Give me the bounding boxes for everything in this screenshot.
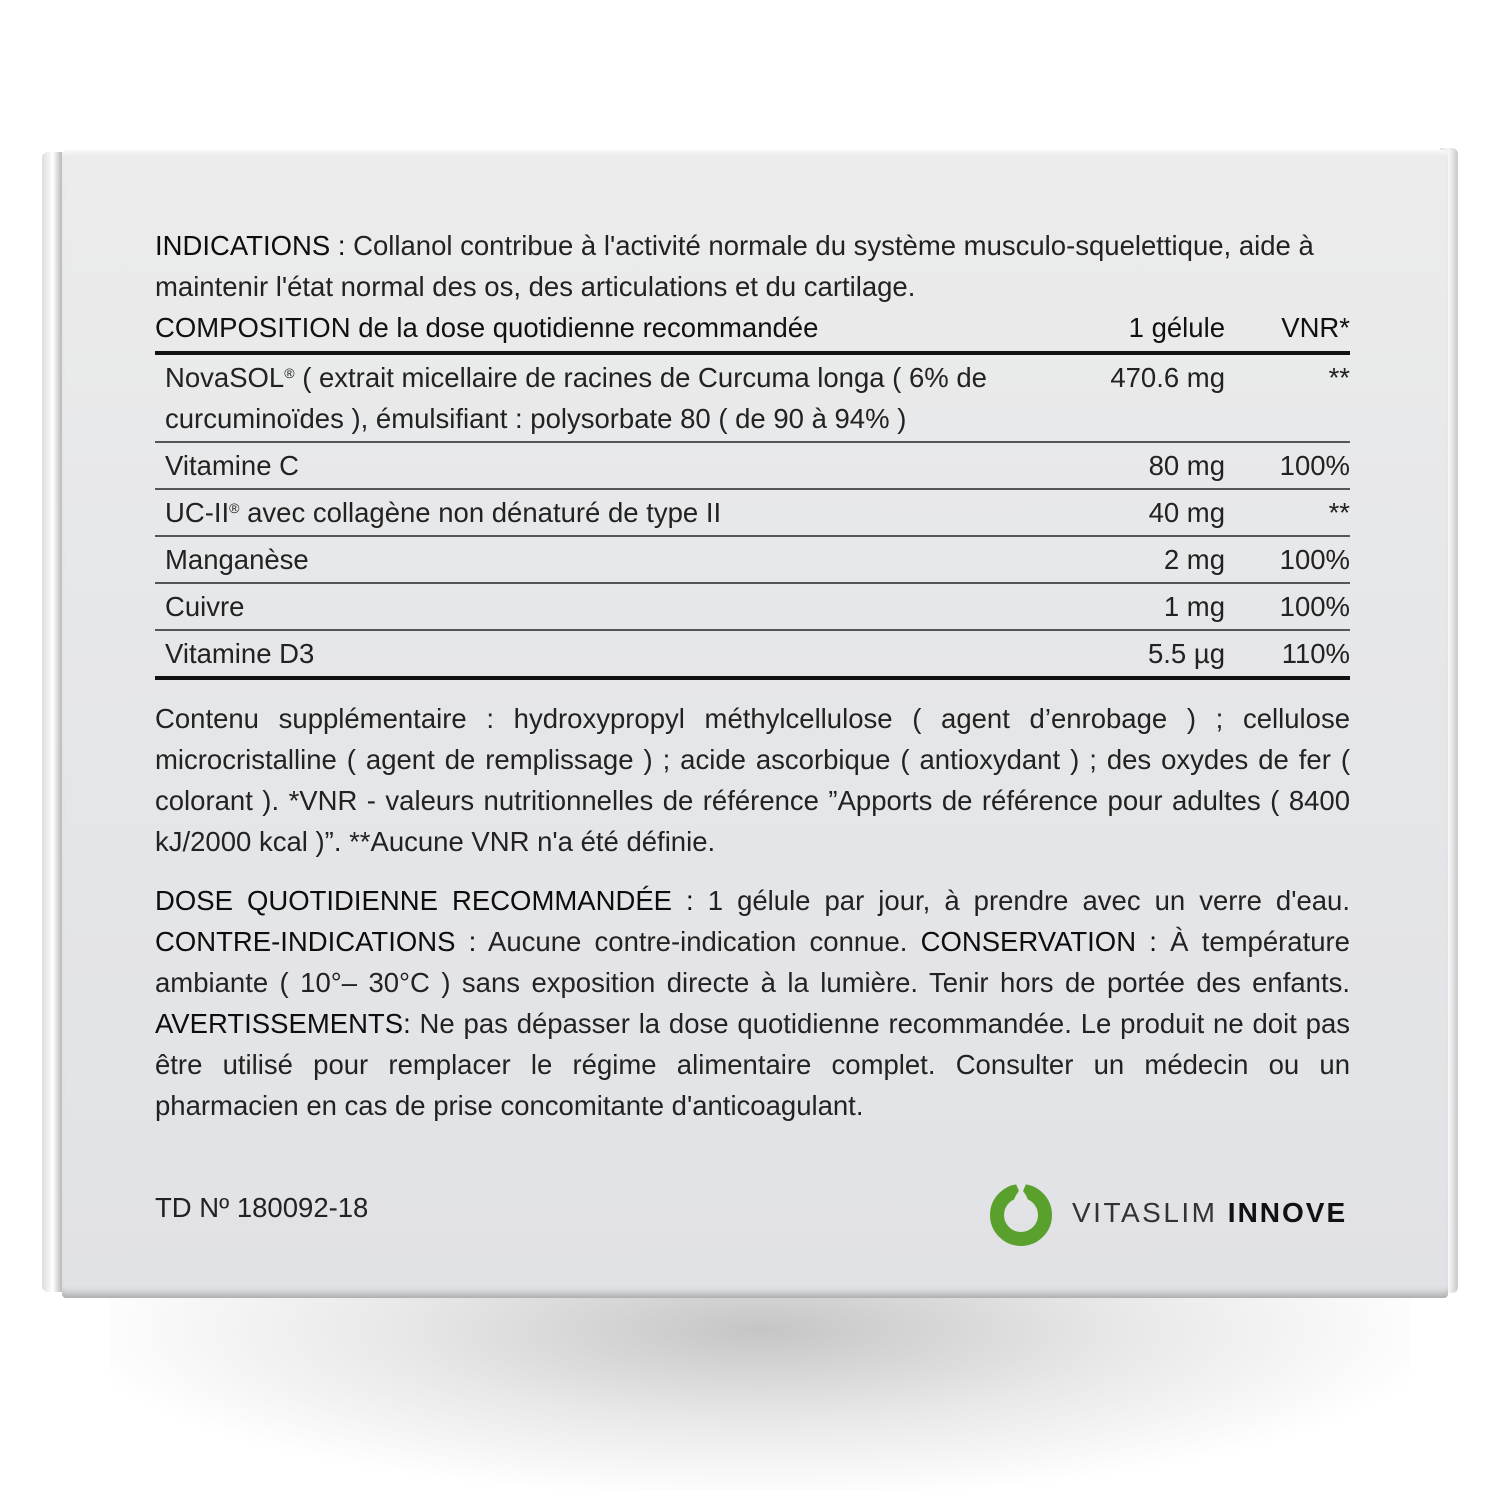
usage-instructions (155, 880, 1350, 1126)
td-number: TD Nº 180092-18 (155, 1192, 369, 1223)
ingredient-vnr: 100% (1225, 536, 1350, 583)
ingredient-dose: 5.5 µg (1045, 630, 1225, 678)
ingredient-name: Cuivre (155, 583, 1045, 630)
ingredient-vnr: 100% (1225, 442, 1350, 489)
dose-label: DOSE QUOTIDIENNE RECOMMANDÉE : (155, 885, 694, 916)
conservation-text: À température ambiante ( 10°– 30°C ) sans exposition directe à la lumière. Tenir hors de portée des enfants. (155, 926, 1350, 998)
ingredient-name: NovaSOL® ( extrait micellaire de racines de Curcuma longa ( 6% de curcuminoïdes ), émulsifiant : polysorbate 80 ( de 90 à 94% ) (155, 353, 1045, 442)
brand-name (1072, 1197, 1347, 1229)
composition-header-row (155, 311, 1350, 353)
ingredient-vnr: 110% (1225, 630, 1350, 678)
ingredient-dose: 1 mg (1045, 583, 1225, 630)
ingredient-dose: 80 mg (1045, 442, 1225, 489)
composition-header-label: COMPOSITION de la dose quotidienne recommandée (155, 311, 1045, 353)
ingredient-dose: 40 mg (1045, 489, 1225, 536)
warnings-label: AVERTISSEMENTS: (155, 1008, 411, 1039)
table-row (155, 583, 1350, 630)
ingredient-name: Vitamine D3 (155, 630, 1045, 678)
table-row (155, 489, 1350, 536)
ingredient-name: Manganèse (155, 536, 1045, 583)
box-shadow (110, 1290, 1410, 1490)
ingredient-dose: 470.6 mg (1045, 353, 1225, 442)
conservation-label: CONSERVATION : (920, 926, 1157, 957)
ingredient-dose: 2 mg (1045, 536, 1225, 583)
ingredient-vnr: ** (1225, 353, 1350, 442)
warnings-text: Ne pas dépasser la dose quotidienne recommandée. Le produit ne doit pas être utilisé pour remplacer le régime alimentaire complet. Consulter un médecin ou un pharmacien en cas de prise concomitante d'anticoagulant. (155, 1008, 1350, 1121)
brand-name-bold: INNOVE (1227, 1197, 1348, 1228)
table-row (155, 442, 1350, 489)
ingredient-name: Vitamine C (155, 442, 1045, 489)
composition-header-dose: 1 gélule (1045, 311, 1225, 353)
additional-content: Contenu supplémentaire : hydroxypropyl méthylcellulose ( agent d’enrobage ) ; cellulose microcristalline ( agent de remplissage ) ; acide ascorbique ( antioxydant ) ; des oxydes de fer ( colorant ). *VNR - valeurs nutritionnelles de référence ”Apports de référence pour adultes ( 8400 kJ/2000 kcal )”. **Aucune VNR n'a été définie. (155, 703, 1350, 857)
composition-header-vnr: VNR* (1225, 311, 1350, 353)
table-row (155, 536, 1350, 583)
ingredient-name: UC-II® avec collagène non dénaturé de type II (155, 489, 1045, 536)
table-row (155, 630, 1350, 678)
droplet-ring-icon (988, 1180, 1054, 1246)
composition-table (155, 311, 1350, 680)
ingredient-vnr: ** (1225, 489, 1350, 536)
ingredient-vnr: 100% (1225, 583, 1350, 630)
brand-logo (988, 1180, 1347, 1246)
contra-text: Aucune contre-indication connue. (476, 926, 921, 957)
label-content (155, 225, 1350, 1126)
brand-name-light: VITASLIM (1072, 1197, 1218, 1228)
contra-label: CONTRE-INDICATIONS : (155, 926, 477, 957)
dose-text: 1 gélule par jour, à prendre avec un verre d'eau. (693, 885, 1350, 916)
table-row (155, 353, 1350, 442)
indications-label: INDICATIONS : (155, 230, 346, 261)
indications (155, 225, 1350, 307)
indications-text: Collanol contribue à l'activité normale du système musculo-squelettique, aide à maintenir l'état normal des os, des articulations et du cartilage. (155, 230, 1314, 302)
